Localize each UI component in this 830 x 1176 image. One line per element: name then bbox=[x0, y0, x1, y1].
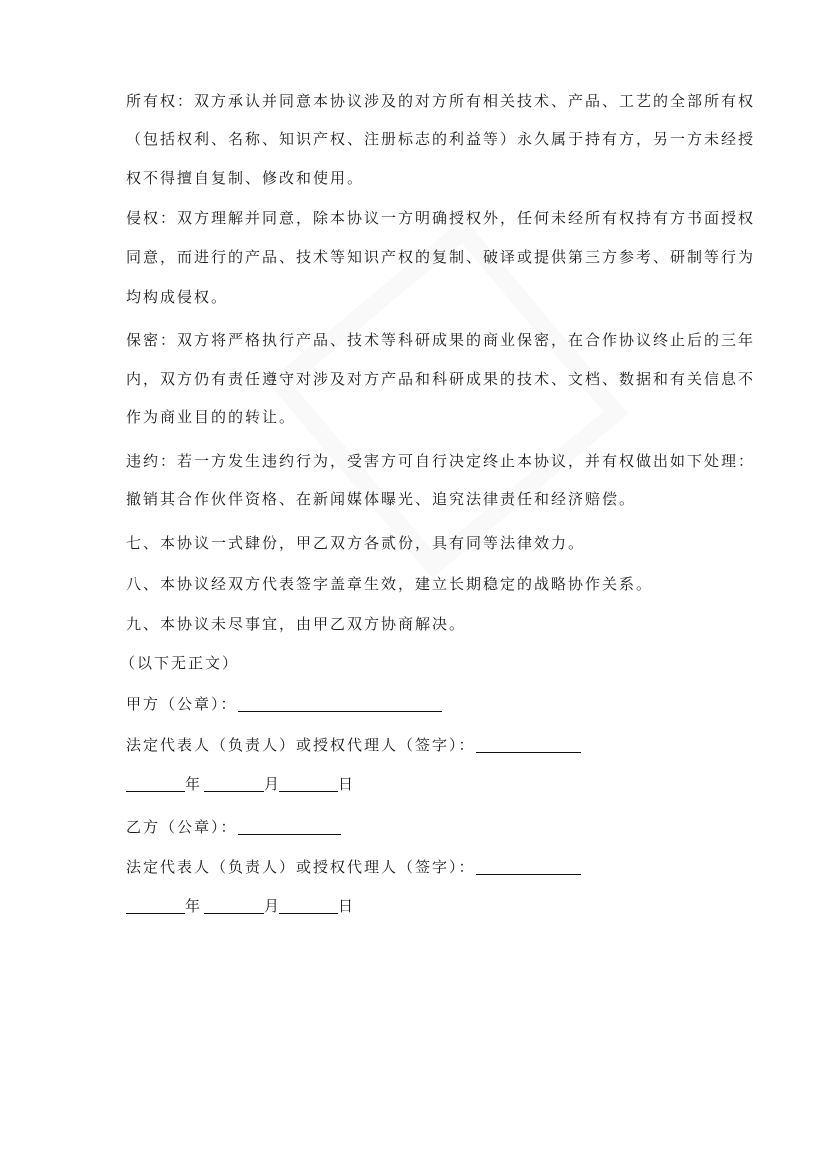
watermark bbox=[268, 218, 629, 579]
year-blank[interactable] bbox=[126, 776, 185, 792]
infringement-line: 同意，而进行的产品、技术等知识产权的复制、破译或提供第三方参考、研制等行为 bbox=[126, 248, 756, 266]
party-a-seal-row bbox=[126, 694, 442, 714]
year-blank[interactable] bbox=[126, 898, 185, 914]
party-b-signature-blank[interactable] bbox=[476, 859, 581, 875]
month-label: 月 bbox=[264, 897, 280, 915]
year-label: 年 bbox=[185, 775, 201, 793]
representative-label: 法定代表人（负责人）或授权代理人（签字）： bbox=[126, 736, 476, 754]
breach-line: 撤销其合作伙伴资格、在新闻媒体曝光、追究法律责任和经济赔偿。 bbox=[126, 490, 637, 508]
party-a-signature-blank[interactable] bbox=[476, 737, 581, 753]
day-label: 日 bbox=[338, 775, 354, 793]
month-label: 月 bbox=[264, 775, 280, 793]
representative-label: 法定代表人（负责人）或授权代理人（签字）： bbox=[126, 858, 476, 876]
day-blank[interactable] bbox=[279, 776, 338, 792]
breach-line: 违约：若一方发生违约行为，受害方可自行决定终止本协议，并有权做出如下处理： bbox=[126, 452, 756, 470]
party-b-representative-row bbox=[126, 857, 581, 877]
party-a-seal-label: 甲方（公章）： bbox=[126, 695, 238, 713]
day-label: 日 bbox=[338, 897, 354, 915]
ownership-line: 所有权：双方承认并同意本协议涉及的对方所有相关技术、产品、工艺的全部所有权 bbox=[126, 92, 756, 110]
clause-eight: 八、本协议经双方代表签字盖章生效，建立长期稳定的战略协作关系。 bbox=[126, 575, 654, 593]
confidentiality-line: 作为商业目的的转让。 bbox=[126, 408, 297, 426]
party-a-representative-row bbox=[126, 735, 581, 755]
party-b-seal-blank[interactable] bbox=[238, 819, 341, 835]
party-b-date-row bbox=[126, 896, 353, 916]
ownership-line: （包括权利、名称、知识产权、注册标志的利益等）永久属于持有方，另一方未经授 bbox=[126, 130, 756, 148]
infringement-line: 均构成侵权。 bbox=[126, 288, 229, 306]
confidentiality-line: 内，双方仍有责任遵守对涉及对方产品和科研成果的技术、文档、数据和有关信息不 bbox=[126, 370, 756, 388]
clause-nine: 九、本协议未尽事宜，由甲乙双方协商解决。 bbox=[126, 615, 467, 633]
confidentiality-line: 保密：双方将严格执行产品、技术等科研成果的商业保密，在合作协议终止后的三年 bbox=[126, 331, 756, 349]
party-a-seal-blank[interactable] bbox=[238, 696, 442, 712]
day-blank[interactable] bbox=[279, 898, 338, 914]
party-a-date-row bbox=[126, 774, 353, 794]
clause-seven: 七、本协议一式肆份，甲乙双方各贰份，具有同等法律效力。 bbox=[126, 534, 586, 552]
party-b-seal-row bbox=[126, 817, 341, 837]
month-blank[interactable] bbox=[204, 776, 264, 792]
end-note: （以下无正文） bbox=[120, 654, 240, 672]
year-label: 年 bbox=[185, 897, 201, 915]
infringement-line: 侵权：双方理解并同意，除本协议一方明确授权外，任何未经所有权持有方书面授权 bbox=[126, 209, 756, 227]
ownership-line: 权不得擅自复制、修改和使用。 bbox=[126, 169, 365, 187]
party-b-seal-label: 乙方（公章）： bbox=[126, 818, 238, 836]
month-blank[interactable] bbox=[204, 898, 264, 914]
